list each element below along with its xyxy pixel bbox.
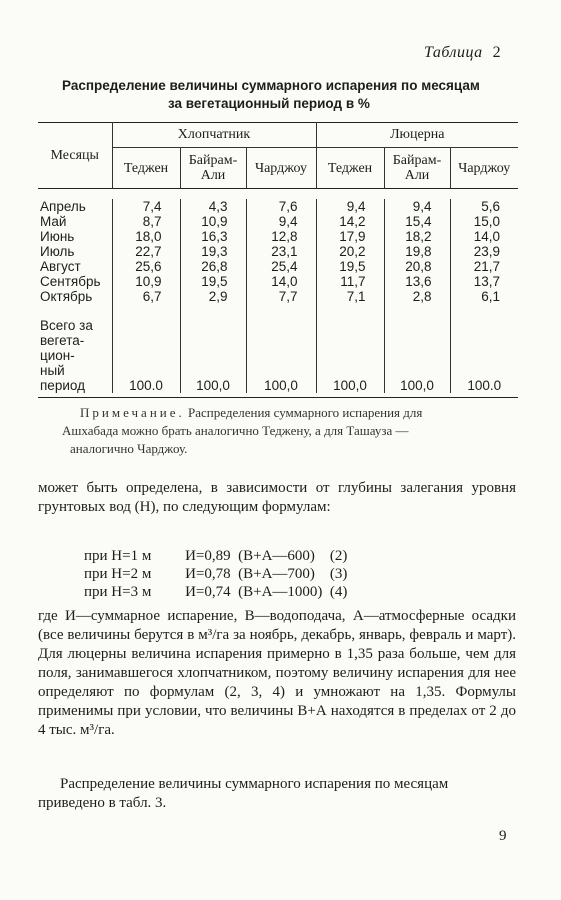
month-label: Июнь [40,229,75,244]
note-line2: Ашхабада можно брать аналогично Теджену, а для Ташауза — [62,423,409,438]
table-label [424,44,501,62]
evaporation-table [38,122,518,398]
table-cell: 19,3 [180,244,246,259]
paragraph-1: может быть определена, в зависимости от глубины залегания уровня грунтовых вод (H), по следующим формулам: [38,480,516,515]
header-col-3-line-1: Чарджоу [254,160,308,176]
header-col-3 [246,148,316,189]
table-cell: 13,7 [450,274,518,289]
table-cell: 6,1 [450,289,518,304]
note-label: Примечание. [80,405,185,420]
formula-4: при H=3 м И=0,74 (В+А—1000) (4) [84,584,348,600]
total-cell: 100,0 [180,304,246,393]
table-cell: 21,7 [450,259,518,274]
table-title-line2: за вегетационный период в % [168,96,370,111]
table-cell: 16,3 [180,229,246,244]
header-col-6 [450,148,518,189]
table-cell: 13,6 [384,274,450,289]
table-cell: 18,0 [112,229,180,244]
table-cell: 19,8 [384,244,450,259]
table-cell: 15,0 [450,214,518,229]
header-col-5-line-2: Али [404,168,430,183]
header-col-2-line-2: Али [200,168,226,183]
note-line3: аналогично Чарджоу. [70,441,188,456]
table-label-text: Таблица [424,44,483,61]
header-group-cotton: Хлопчатник [112,123,316,148]
table-cell: 14,0 [246,274,316,289]
month-label: Сентябрь [40,274,101,289]
header-col-4 [316,148,384,189]
month-label: Октябрь [40,289,93,304]
table-title-line1: Распределение величины суммарного испарения по месяцам [62,78,480,93]
table-cell: 17,9 [316,229,384,244]
month-label: Май [40,214,67,229]
total-label-line: цион- [40,348,75,363]
total-label-line: период [40,378,85,393]
header-months: Месяцы [38,123,112,189]
paragraph-3: Распределение величины суммарного испарения по месяцам приведено в табл. 3. [38,776,449,811]
table-cell: 23,9 [450,244,518,259]
table-cell: 19,5 [316,259,384,274]
table-cell: 4,3 [180,199,246,214]
table-cell: 9,4 [316,199,384,214]
table-cell: 14,2 [316,214,384,229]
month-label: Апрель [40,199,86,214]
header-col-1-line-1: Теджен [123,160,169,176]
table-row [38,289,518,304]
table-cell: 22,7 [112,244,180,259]
total-cell: 100,0 [384,304,450,393]
total-cell: 100,0 [246,304,316,393]
table-cell: 7,7 [246,289,316,304]
table-cell: 18,2 [384,229,450,244]
header-col-2-line-1: Байрам- [188,153,238,168]
table-cell: 20,2 [316,244,384,259]
table-row [38,199,518,214]
header-col-5-line-1: Байрам- [392,153,442,168]
total-label-line: вегета- [40,333,85,348]
header-col-5 [384,148,450,189]
month-label: Август [40,259,81,274]
note-line1: Распределения суммарного испарения для [188,405,423,420]
table-cell: 7,6 [246,199,316,214]
table-cell: 2,9 [180,289,246,304]
table-cell: 25,6 [112,259,180,274]
total-label [38,304,112,393]
table-cell: 9,4 [246,214,316,229]
formula-2: при H=1 м И=0,89 (В+А—600) (2) [84,548,348,564]
table-cell: 9,4 [384,199,450,214]
header-col-1 [112,148,180,189]
table-row [38,244,518,259]
table-cell: 2,8 [384,289,450,304]
table-cell: 19,5 [180,274,246,289]
table-row [38,274,518,289]
table-cell: 7,1 [316,289,384,304]
table-cell: 8,7 [112,214,180,229]
header-col-4-line-1: Теджен [327,160,373,176]
table-cell: 10,9 [112,274,180,289]
table-cell: 5,6 [450,199,518,214]
table-cell: 15,4 [384,214,450,229]
header-group-alfalfa: Люцерна [316,123,518,148]
total-cell: 100.0 [450,304,518,393]
table-cell: 12,8 [246,229,316,244]
total-cell: 100.0 [112,304,180,393]
month-label: Июль [40,244,75,259]
table-row [38,229,518,244]
table-note [62,404,522,458]
header-col-2 [180,148,246,189]
table-cell: 6,7 [112,289,180,304]
table-cell: 10,9 [180,214,246,229]
paragraph-2: где И—суммарное испарение, В—водоподача, А—атмосферные осадки (все величины берутся в м³/га за ноябрь, декабрь, январь, февраль и март). Для люцерны величина испарения примерно в 1,35 раза больше, чем для поля, занимавшегося хлопчатником, поэтому величину испарения для нее определяют по формулам (2, 3, 4) и умножают на 1,35. Формулы применимы при условии, что величины В+А находятся в пределах от 2 до 4 тыс. м³/га. [38,608,516,738]
table-cell: 7,4 [112,199,180,214]
table-cell: 26,8 [180,259,246,274]
total-label-line: ный [40,363,65,378]
table-row [38,214,518,229]
table-row [38,259,518,274]
page-number: 9 [499,828,507,844]
table-cell: 14,0 [450,229,518,244]
formula-3: при H=2 м И=0,78 (В+А—700) (3) [84,566,348,582]
table-cell: 11,7 [316,274,384,289]
total-cell: 100,0 [316,304,384,393]
table-number: 2 [492,44,502,61]
table-cell: 20,8 [384,259,450,274]
table-cell: 25,4 [246,259,316,274]
table-cell: 23,1 [246,244,316,259]
total-label-line: Всего за [40,318,93,333]
header-col-6-line-1: Чарджоу [458,160,511,176]
